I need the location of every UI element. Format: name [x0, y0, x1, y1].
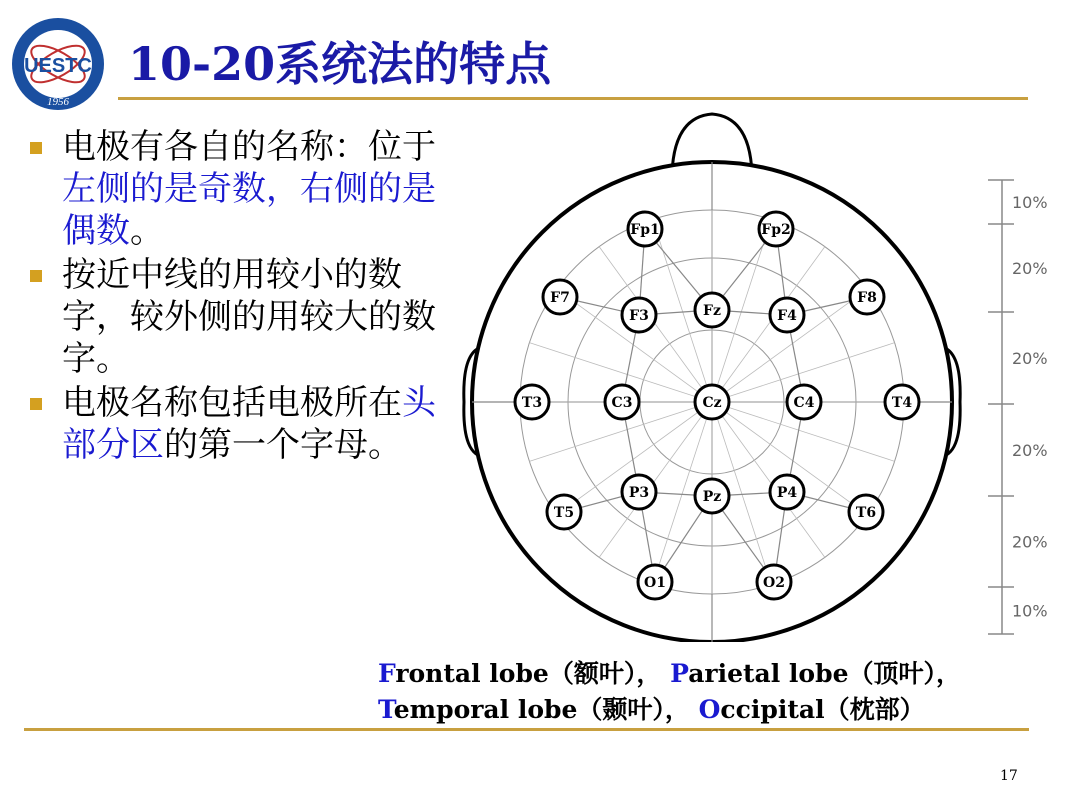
bullet-square-icon — [30, 142, 42, 154]
bullet-highlight-text: 头部分区 — [62, 383, 436, 465]
bullet-item — [28, 254, 448, 380]
bullet-list — [28, 126, 448, 468]
electrode-label: Fz — [703, 303, 721, 319]
caption-line-2 — [378, 692, 961, 728]
electrode-label: C3 — [611, 395, 633, 411]
electrode-label: Pz — [702, 489, 722, 505]
bullet-text: 电极有各自的名称：位于 — [62, 127, 436, 167]
electrode-c4 — [787, 385, 821, 419]
electrode-p3 — [622, 475, 656, 509]
electrode-cz — [695, 385, 729, 419]
caption-initial: P — [670, 659, 689, 688]
electrode-c3 — [605, 385, 639, 419]
university-logo — [4, 12, 116, 112]
electrode-label: T5 — [553, 505, 575, 521]
electrode-t5 — [547, 495, 581, 529]
title-divider — [118, 97, 1028, 100]
bullet-text: 电极名称包括电极所在 — [62, 383, 402, 423]
caption-initial: T — [378, 695, 394, 724]
caption-text: arietal lobe（顶叶）， — [688, 659, 961, 688]
bullet-highlight-text: 左侧的是奇数，右侧的是偶数 — [62, 169, 436, 251]
scale-label: 20% — [1012, 441, 1048, 460]
electrode-o1 — [638, 565, 672, 599]
bullet-text: 按近中线的用较小的数字，较外侧的用较大的数字。 — [62, 255, 436, 379]
percentage-scale — [988, 180, 1048, 634]
bullet-item — [28, 126, 448, 252]
electrode-label: F7 — [550, 290, 570, 306]
electrode-t6 — [849, 495, 883, 529]
scale-label: 20% — [1012, 349, 1048, 368]
bullet-text: 的第一个字母。 — [164, 425, 402, 465]
logo-year: 1956 — [47, 96, 69, 108]
electrode-fz — [695, 293, 729, 327]
electrode-label: T6 — [855, 505, 877, 521]
electrode-pz — [695, 479, 729, 513]
electrode-o2 — [757, 565, 791, 599]
lobe-caption — [378, 656, 961, 728]
electrode-fp1 — [628, 212, 662, 246]
caption-text: ccipital（枕部） — [720, 695, 925, 724]
scale-label: 10% — [1012, 193, 1048, 212]
bullet-square-icon — [30, 270, 42, 282]
eeg-10-20-diagram — [462, 112, 1072, 642]
electrode-label: P3 — [628, 485, 650, 501]
bullet-item — [28, 382, 448, 466]
page-number: 17 — [1000, 768, 1018, 784]
electrode-label: T4 — [891, 395, 913, 411]
electrode-t4 — [885, 385, 919, 419]
electrode-label: T3 — [521, 395, 543, 411]
scale-label: 20% — [1012, 532, 1048, 552]
electrode-label: O1 — [644, 575, 666, 591]
caption-line-1 — [378, 656, 961, 692]
bullet-text: 。 — [130, 211, 164, 251]
electrode-f3 — [622, 298, 656, 332]
electrode-fp2 — [759, 212, 793, 246]
caption-initial: O — [698, 695, 721, 724]
electrode-t3 — [515, 385, 549, 419]
logo-text: UESTC — [24, 55, 92, 77]
scale-label: 20% — [1012, 259, 1048, 278]
slide-title: 10-20系统法的特点 — [128, 37, 552, 91]
scale-label: 10% — [1012, 601, 1048, 621]
bullet-square-icon — [30, 398, 42, 410]
electrode-label: C4 — [793, 395, 815, 411]
bottom-divider — [24, 728, 1029, 731]
electrode-f7 — [543, 280, 577, 314]
electrode-p4 — [770, 475, 804, 509]
electrode-label: Fp2 — [761, 222, 791, 238]
electrode-label: F4 — [777, 308, 797, 324]
electrode-f8 — [850, 280, 884, 314]
caption-text: rontal lobe（额叶）， — [395, 659, 662, 688]
electrode-label: Cz — [702, 395, 722, 411]
electrode-label: F3 — [629, 308, 649, 324]
electrode-label: F8 — [857, 290, 877, 306]
electrode-label: P4 — [776, 485, 798, 501]
electrode-label: Fp1 — [630, 222, 660, 238]
caption-initial: F — [378, 659, 396, 688]
caption-text: emporal lobe（颞叶）， — [393, 695, 690, 724]
electrode-label: O2 — [763, 575, 785, 591]
electrode-f4 — [770, 298, 804, 332]
